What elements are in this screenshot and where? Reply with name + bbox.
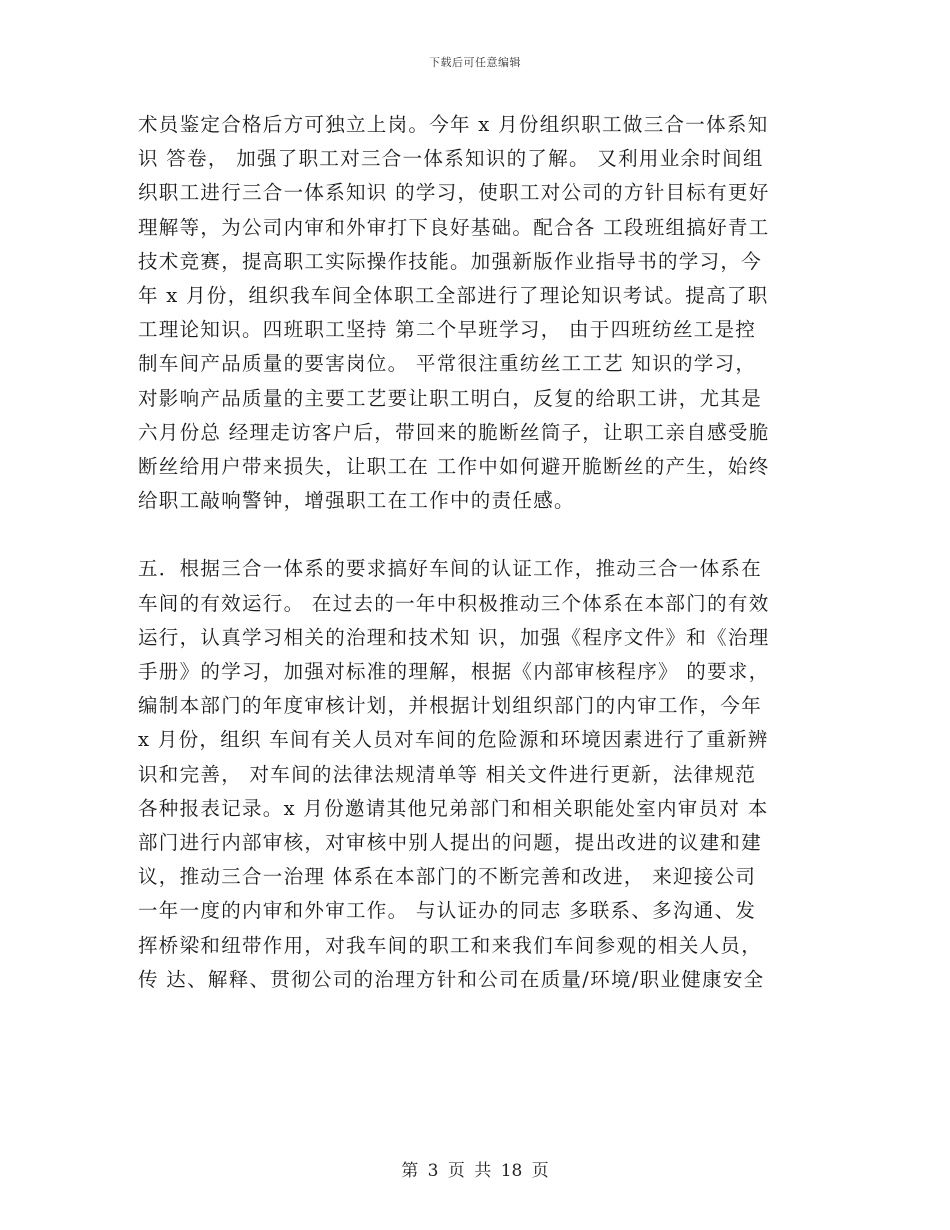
text-line: 技术竞赛，提高职工实际操作技能。加强新版作业指导书的学习，今 <box>138 249 763 273</box>
text-line: 识 答卷， 加强了职工对三合一体系知识的了解。 又利用业余时间组 <box>138 147 764 171</box>
text-line: 识和完善， 对车间的法律法规清单等 相关文件进行更新，法律规范 <box>138 762 757 786</box>
text-line: 理解等，为公司内审和外审打下良好基础。配合各 工段班组搞好青工 <box>138 215 770 239</box>
text-line: 一年一度的内审和外审工作。 与认证办的同志 多联系、多沟通、发 <box>138 899 757 923</box>
text-line: 制车间产品质量的要害岗位。 平常很注重纺丝工工艺 知识的学习， <box>138 352 757 376</box>
text-line: 手册》的学习，加强对标准的理解，根据《内部审核程序》 的要求， <box>138 660 770 684</box>
page-number: 第 3 页 共 18 页 <box>401 1161 549 1181</box>
text-line: 编制本部门的年度审核计划，并根据计划组织部门的内审工作，今年 <box>138 694 763 718</box>
text-line: 挥桥梁和纽带作用，对我车间的职工和来我们车间参观的相关人员， <box>138 933 763 957</box>
text-line: 运行，认真学习相关的治理和技术知 识，加强《程序文件》和《治理 <box>138 625 770 649</box>
paragraph-training <box>138 108 818 518</box>
text-line: 年 x 月份，组织我车间全体职工全部进行了理论知识考试。提高了职 <box>138 284 769 308</box>
text-line: 议，推动三合一治理 体系在本部门的不断完善和改进， 来迎接公司 <box>138 865 757 889</box>
document-body <box>138 108 818 997</box>
page-header: 下载后可任意编辑 <box>429 56 521 69</box>
text-line: 术员鉴定合格后方可独立上岗。今年 x 月份组织职工做三合一体系知 <box>138 113 769 136</box>
text-line: 六月份总 经理走访客户后，带回来的脆断丝筒子，让职工亲自感受脆 <box>138 420 770 444</box>
text-line: 给职工敲响警钟，增强职工在工作中的责任感。 <box>138 489 575 513</box>
text-line: 对影响产品质量的主要工艺要让职工明白，反复的给职工讲，尤其是 <box>138 386 763 410</box>
text-line: 五．根据三合一体系的要求搞好车间的认证工作，推动三合一体系在 <box>138 557 763 581</box>
text-line: 断丝给用户带来损失，让职工在 工作中如何避开脆断丝的产生，始终 <box>138 455 770 479</box>
text-line: x 月份，组织 车间有关人员对车间的危险源和环境因素进行了重新辨 <box>138 728 769 752</box>
text-line: 各种报表记录。x 月份邀请其他兄弟部门和相关职能处室内审员对 本 <box>138 796 769 820</box>
text-line: 部门进行内部审核，对审核中别人提出的问题，提出改进的议建和建 <box>138 831 763 855</box>
paragraph-certification <box>138 552 818 997</box>
text-line: 工理论知识。四班职工坚持 第二个早班学习， 由于四班纺丝工是控 <box>138 318 757 342</box>
text-line: 传 达、解释、贯彻公司的治理方针和公司在质量/环境/职业健康安全 <box>138 967 765 991</box>
text-line: 车间的有效运行。 在过去的一年中积极推动三个体系在本部门的有效 <box>138 591 770 615</box>
text-line: 织职工进行三合一体系知识 的学习，使职工对公司的方针目标有更好 <box>138 181 770 205</box>
